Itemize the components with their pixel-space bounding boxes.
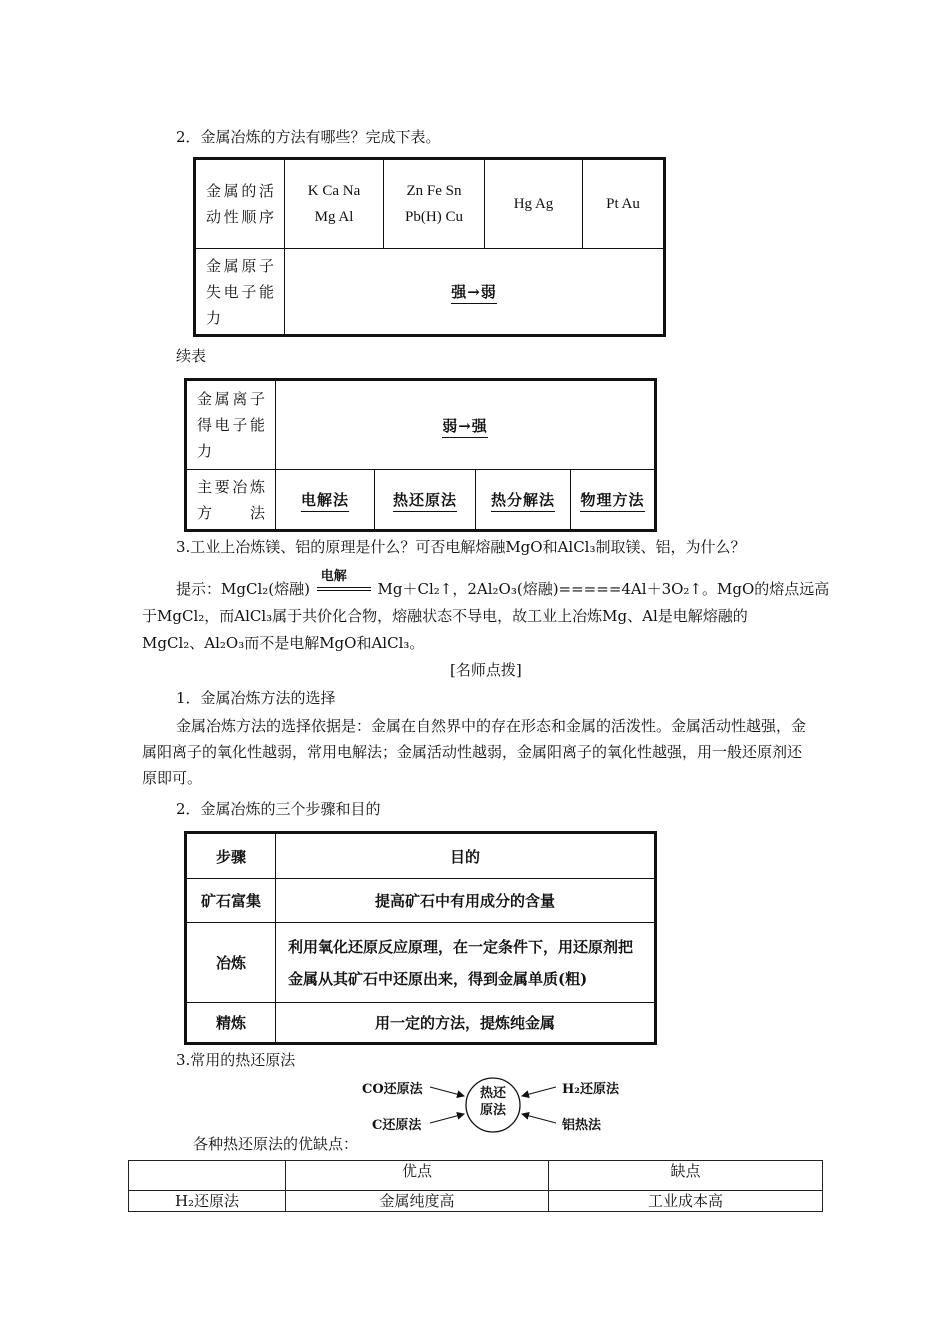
t4-row-cons: 工业成本高 [549, 1191, 823, 1212]
metal-group-3: Hg Ag [485, 159, 583, 249]
hint-line-2: 于MgCl₂，而AlCl₃属于共价化合物，熔融状态不导电，故工业上冶炼Mg、Al是电解熔融的 [142, 607, 748, 625]
continued-label: 续表 [176, 347, 207, 365]
metal-group-4: Pt Au [583, 159, 665, 249]
q3-heading: 3.工业上冶炼镁、铝的原理是什么？可否电解熔融MgO和AlCl₃制取镁、铝，为什么？ [176, 538, 746, 556]
metal-group-2: Zn Fe Sn Pb(H) Cu [384, 159, 485, 249]
arrow-top-left [430, 1087, 464, 1096]
diagram-center-label: 热还 原法 [479, 1086, 506, 1118]
arrow-bottom-left [430, 1114, 464, 1123]
header-purpose: 目的 [276, 833, 656, 879]
t4-row-pros: 金属纯度高 [286, 1191, 549, 1212]
proscons-label: 各种热还原法的优缺点： [193, 1135, 359, 1153]
thermal-reduction-diagram [350, 1072, 630, 1138]
lose-electron-trend: 强→弱 [451, 283, 497, 304]
hint-line-3: MgCl₂、Al₂O₃而不是电解MgO和AlCl₃。 [142, 634, 425, 652]
t4-row-method: H₂还原法 [129, 1191, 286, 1212]
smelting-method-table [184, 378, 657, 532]
method-electrolysis: 电解法 [301, 491, 349, 512]
step-enrichment: 矿石富集 [186, 879, 276, 923]
steps-purpose-table [184, 831, 657, 1045]
hint-line1-rest: Mg＋Cl₂↑，2Al₂O₃(熔融)=====4Al＋3O₂↑。MgO的熔点远高 [377, 580, 830, 598]
t4-header-empty [129, 1161, 286, 1191]
hint-line-1 [176, 569, 830, 601]
diagram-aluminothermic: 铝热法 [562, 1118, 602, 1133]
method-cell-4 [571, 470, 656, 531]
method-thermal-decomposition: 热分解法 [491, 491, 555, 512]
purpose-refining: 用一定的方法，提炼纯金属 [276, 1003, 656, 1044]
proscons-table [128, 1160, 823, 1212]
metal-activity-table [193, 157, 666, 337]
row-head-activity: 金属的活动性顺序 [195, 159, 285, 249]
t4-header-pros: 优点 [286, 1161, 549, 1191]
gain-electron-trend: 弱→强 [442, 417, 488, 438]
tips-s1-text: 金属冶炼方法的选择依据是：金属在自然界中的存在形态和金属的活泼性。金属活动性越强，金属阳离子的氧化性越弱，常用电解法；金属活动性越弱，金属阳离子的氧化性越强，用一般还原剂还原即可。 [142, 717, 807, 787]
gain-electron-value-cell [276, 380, 656, 470]
electrolysis-label: 电解 [320, 569, 347, 584]
t4-header-cons: 缺点 [549, 1161, 823, 1191]
tips-title: [名师点拨] [450, 661, 522, 679]
header-step: 步骤 [186, 833, 276, 879]
diagram-h2-reduction: H₂还原法 [562, 1082, 619, 1097]
tips-s2-heading: 2．金属冶炼的三个步骤和目的 [176, 800, 381, 818]
step-refining: 精炼 [186, 1003, 276, 1044]
arrow-bottom-right [522, 1114, 556, 1123]
method-cell-3 [476, 470, 571, 531]
row-head-method: 主要冶炼方法 [186, 470, 276, 531]
q2-heading: 2．金属冶炼的方法有哪些？完成下表。 [176, 128, 441, 146]
arrow-top-right [522, 1087, 556, 1096]
row-head-gain-electron: 金属离子得电子能力 [186, 380, 276, 470]
electrolysis-condition [315, 569, 373, 601]
diagram-co-reduction: CO还原法 [362, 1082, 423, 1097]
diagram-c-reduction: C还原法 [372, 1118, 422, 1133]
metal-group-1: K Ca Na Mg Al [285, 159, 384, 249]
step-smelting: 冶炼 [186, 923, 276, 1003]
row-head-lose-electron: 金属原子失电子能力 [195, 249, 285, 336]
purpose-smelting: 利用氧化还原反应原理，在一定条件下，用还原剂把金属从其矿石中还原出来，得到金属单质(粗) [276, 923, 656, 1003]
tips-s1-heading: 1．金属冶炼方法的选择 [176, 689, 336, 707]
method-cell-2 [375, 470, 476, 531]
method-physical: 物理方法 [580, 491, 644, 512]
equation-line-top [317, 587, 371, 588]
equation-line-bottom [317, 590, 371, 591]
purpose-enrichment: 提高矿石中有用成分的含量 [276, 879, 656, 923]
lose-electron-value-cell [285, 249, 665, 336]
hint-prefix: 提示：MgCl₂(熔融) [176, 580, 310, 598]
s3-heading: 3.常用的热还原法 [176, 1051, 296, 1069]
method-cell-1 [276, 470, 375, 531]
method-thermal-reduction: 热还原法 [393, 491, 457, 512]
